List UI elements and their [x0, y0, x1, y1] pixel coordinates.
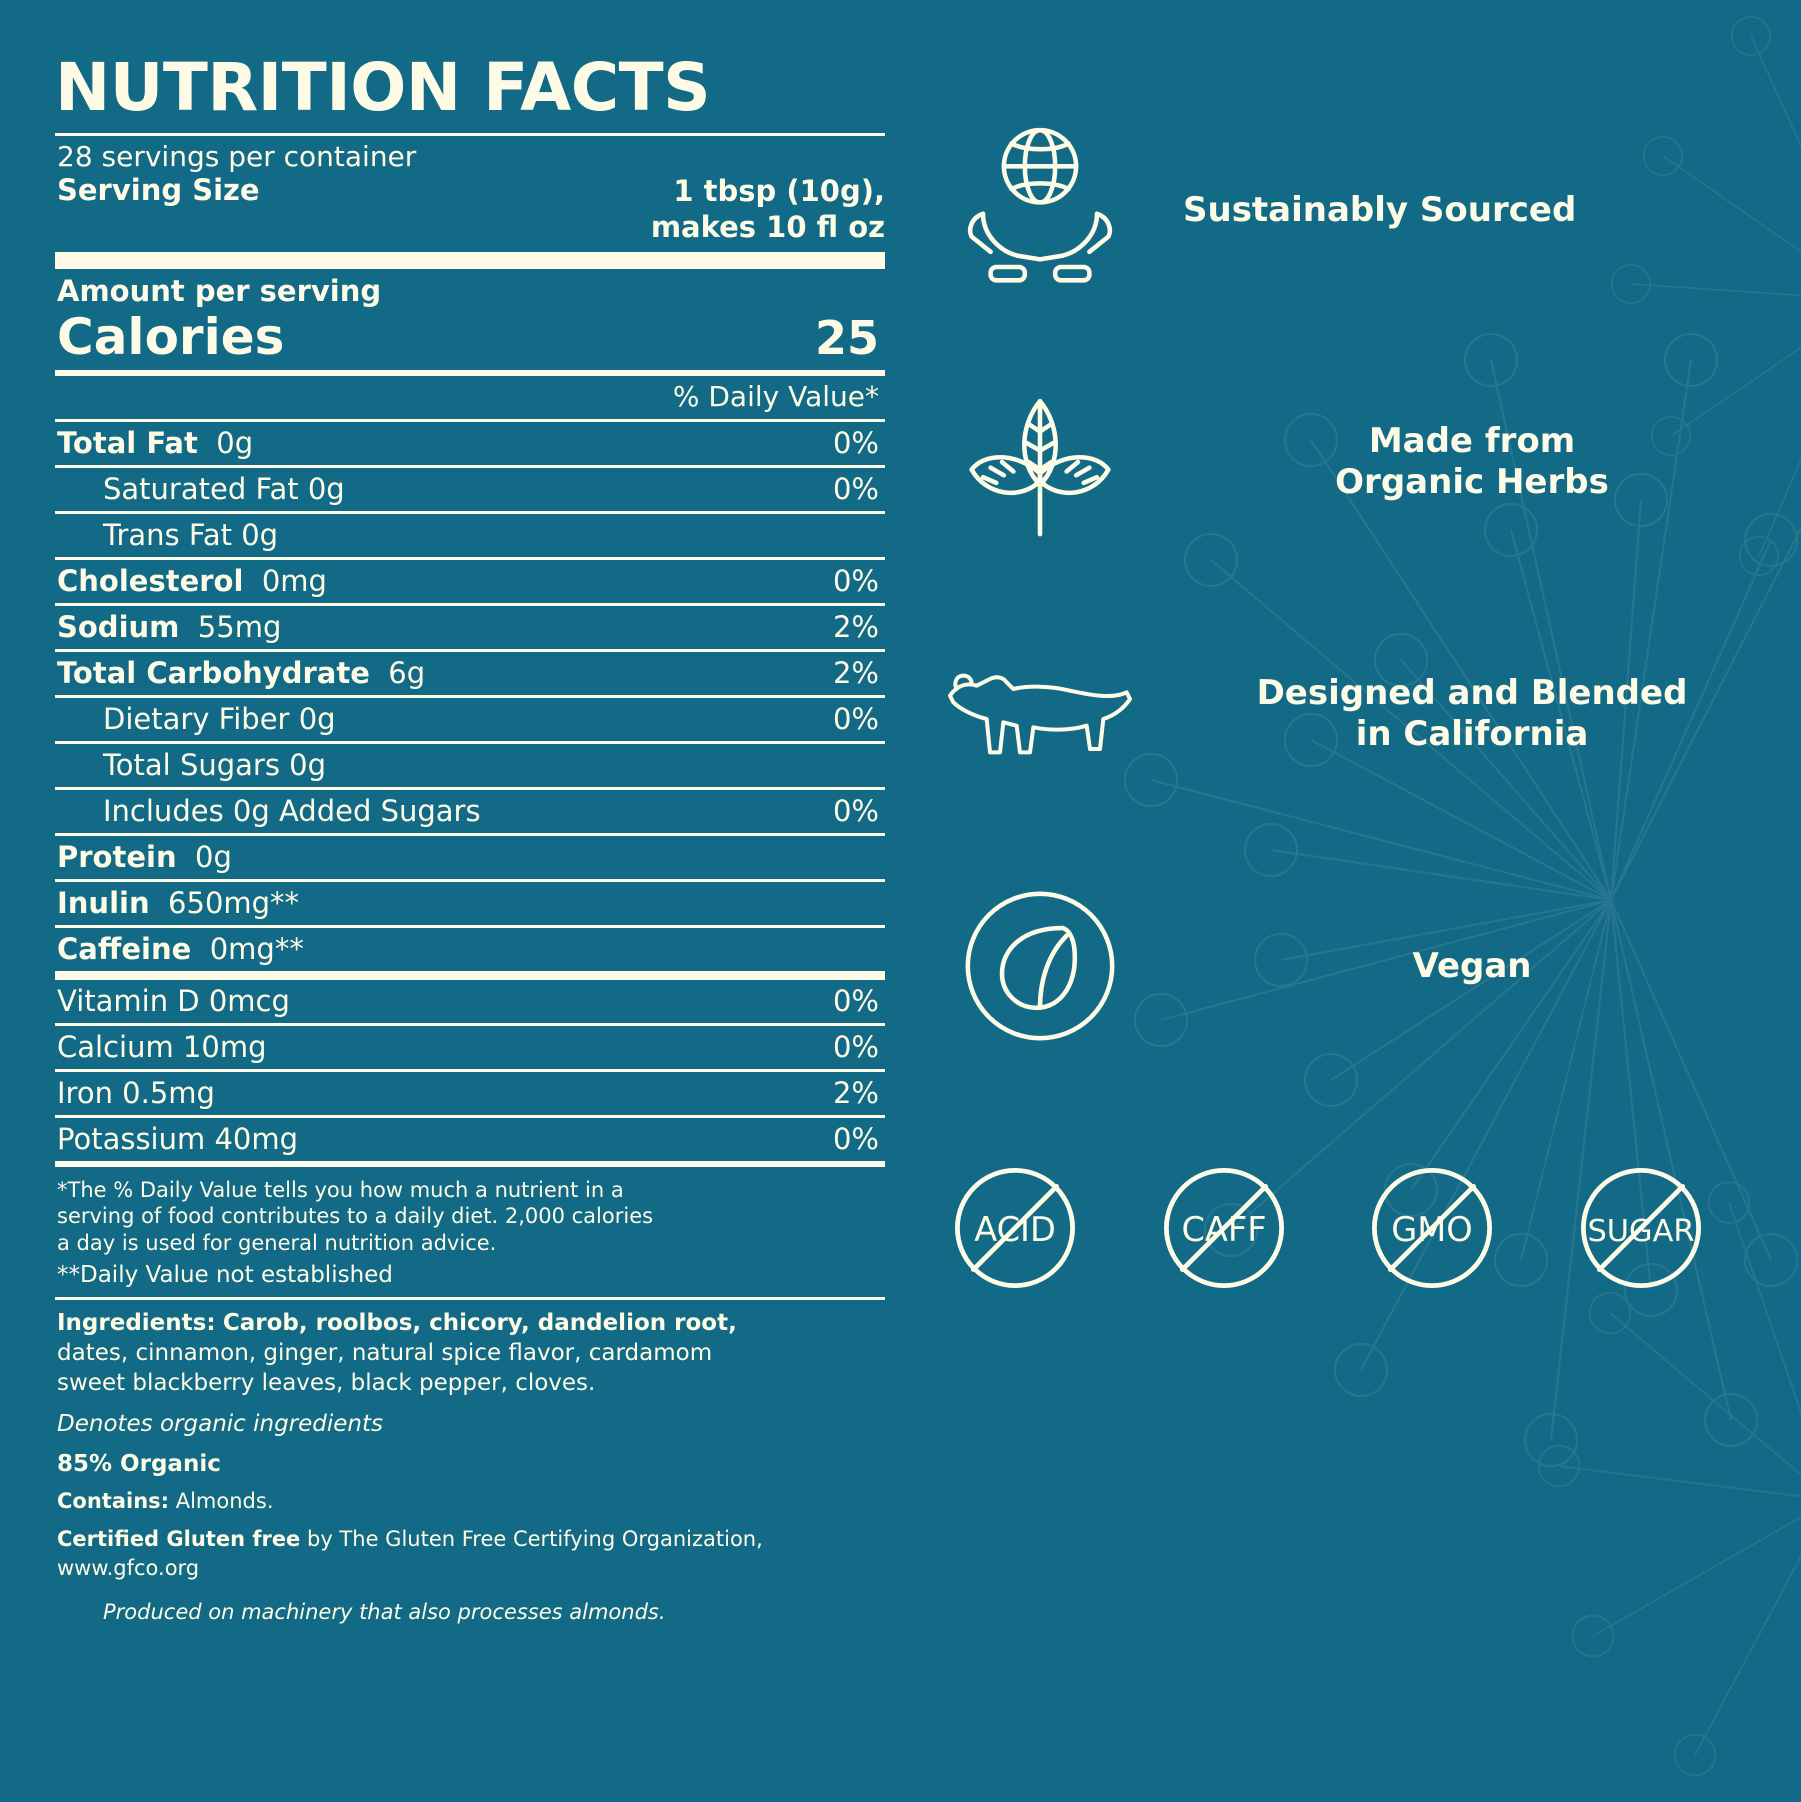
- footnote-line3: a day is used for general nutrition advice.: [57, 1231, 497, 1256]
- nutrient-name: Dietary Fiber 0g: [103, 701, 336, 736]
- hands-holding-globe-icon: [915, 110, 1165, 310]
- page-title: NUTRITION FACTS: [55, 49, 711, 126]
- nutrient-name: Cholesterol 0mg: [57, 563, 327, 598]
- nutrient-name: Total Carbohydrate 6g: [57, 655, 426, 690]
- footnote-line1: *The % Daily Value tells you how much a nutrient in a: [57, 1177, 624, 1202]
- badge-vegan: [915, 866, 1761, 1066]
- gluten-free-label: Certified Gluten free: [57, 1527, 301, 1552]
- divider-thick: [55, 252, 885, 269]
- nutrient-name: Saturated Fat 0g: [103, 471, 345, 506]
- daily-value-footnote: [55, 1167, 885, 1297]
- calories-value: 25: [814, 310, 879, 365]
- no-acid-icon: [935, 1148, 1095, 1308]
- no-acid-text: ACID: [974, 1209, 1056, 1249]
- nutrient-name: Total Fat 0g: [57, 425, 254, 460]
- nutrient-row: [55, 882, 885, 925]
- no-caffeine-icon: [1144, 1148, 1304, 1308]
- california-bear-icon: [915, 614, 1165, 814]
- nutrient-row: [55, 422, 885, 465]
- micronutrient-daily-value: 0%: [832, 1029, 879, 1064]
- footnote-line2: serving of food contributes to a daily diet. 2,000 calories: [57, 1204, 654, 1229]
- serving-size-value: [651, 173, 885, 246]
- no-sugar-text: SUGAR: [1587, 1213, 1695, 1249]
- free-from-badges: [915, 1118, 1761, 1308]
- badge-organic-herbs: [915, 362, 1761, 562]
- serving-size-value-line1: 1 tbsp (10g),: [673, 174, 885, 208]
- ingredients-block: [55, 1300, 885, 1439]
- contains-label: Contains:: [57, 1489, 170, 1513]
- nutrient-daily-value: 0%: [832, 793, 879, 828]
- nutrient-row: [55, 468, 885, 511]
- nutrient-rows: [55, 422, 885, 974]
- herb-leaves-icon: [915, 362, 1165, 562]
- micronutrient-name: Iron 0.5mg: [57, 1075, 215, 1110]
- nutrient-row: [55, 560, 885, 603]
- contains-line: [55, 1477, 885, 1515]
- nutrient-row: [55, 836, 885, 879]
- nutrient-name: Total Sugars 0g: [103, 747, 327, 782]
- ingredients-line2: dates, cinnamon, ginger, natural spice flavor, cardamom: [57, 1339, 713, 1366]
- badge-label-line2: Organic Herbs: [1335, 462, 1609, 502]
- micronutrient-rows: [55, 980, 885, 1161]
- nutrient-row: [55, 790, 885, 833]
- badge-designed-in-california: [915, 614, 1761, 814]
- micronutrient-daily-value: 0%: [832, 1121, 879, 1156]
- badge-label: [1165, 673, 1761, 755]
- organic-percent: 85% Organic: [57, 1451, 221, 1477]
- amount-per-serving-label: Amount per serving: [57, 273, 382, 308]
- nutrient-daily-value: 2%: [832, 609, 879, 644]
- nutrient-row: [55, 606, 885, 649]
- nutrient-name: Sodium 55mg: [57, 609, 282, 644]
- nutrient-daily-value: 0%: [832, 471, 879, 506]
- no-gmo-icon: [1352, 1148, 1512, 1308]
- nutrient-name: Caffeine 0mg**: [57, 931, 304, 966]
- gluten-free-url[interactable]: www.gfco.org: [57, 1555, 200, 1580]
- nutrient-row: [55, 744, 885, 787]
- calories-row: [55, 308, 885, 370]
- micronutrient-row: [55, 1072, 885, 1115]
- serving-size-row: [55, 173, 885, 252]
- organic-denote-note: Denotes organic ingredients: [57, 1410, 384, 1437]
- nutrient-name: Trans Fat 0g: [103, 517, 279, 552]
- micronutrient-name: Vitamin D 0mcg: [57, 983, 290, 1018]
- servings-per-container: 28 servings per container: [57, 140, 417, 173]
- micronutrient-daily-value: 0%: [832, 983, 879, 1018]
- badge-label-line2: in California: [1355, 714, 1589, 754]
- leaf-circle-vegan-icon: [915, 866, 1165, 1066]
- ingredients-line1: [57, 1308, 881, 1338]
- nutrition-facts-panel: [55, 49, 885, 1625]
- ingredients-line3: sweet blackberry leaves, black pepper, cloves.: [57, 1370, 596, 1397]
- ingredients-label: Ingredients:: [57, 1309, 216, 1336]
- badge-sustainably-sourced: [915, 110, 1761, 310]
- badge-column: [885, 55, 1761, 1624]
- gluten-free-rest: by The Gluten Free Certifying Organization,: [307, 1527, 763, 1552]
- badge-label-line1: Designed and Blended: [1256, 673, 1688, 714]
- badge-label: [1165, 421, 1761, 503]
- nutrient-name: Inulin 650mg**: [57, 885, 300, 920]
- nutrient-name: Includes 0g Added Sugars: [103, 793, 481, 828]
- nutrient-daily-value: 2%: [832, 655, 879, 690]
- micronutrient-row: [55, 1118, 885, 1161]
- no-sugar-icon: [1561, 1148, 1721, 1308]
- daily-value-header: % Daily Value*: [672, 379, 879, 413]
- nutrient-daily-value: 0%: [832, 563, 879, 598]
- micronutrient-name: Calcium 10mg: [57, 1029, 267, 1064]
- nutrient-row: [55, 928, 885, 971]
- gluten-free-line: [55, 1515, 885, 1582]
- nutrient-daily-value: 0%: [832, 701, 879, 736]
- nutrient-row: [55, 698, 885, 741]
- serving-size-label: Serving Size: [57, 173, 260, 207]
- footnote-line4: **Daily Value not established: [57, 1262, 393, 1289]
- nutrient-name: Protein 0g: [57, 839, 232, 874]
- no-gmo-text: GMO: [1391, 1209, 1474, 1249]
- micronutrient-name: Potassium 40mg: [57, 1121, 299, 1156]
- serving-size-value-line2: makes 10 fl oz: [650, 210, 885, 245]
- badge-label: Vegan: [1412, 945, 1532, 986]
- nutrient-daily-value: 0%: [832, 425, 879, 460]
- contains-value: Almonds.: [175, 1489, 274, 1513]
- micronutrient-row: [55, 980, 885, 1023]
- badge-label-line1: Made from: [1368, 421, 1576, 462]
- micronutrient-daily-value: 2%: [832, 1075, 879, 1110]
- no-caffeine-text: CAFF: [1181, 1209, 1267, 1249]
- produced-on-machinery-note: Produced on machinery that also processes almonds.: [103, 1600, 666, 1625]
- ingredients-bold-part: Carob, roolbos, chicory, dandelion root,: [222, 1309, 737, 1336]
- badge-label: Sustainably Sourced: [1183, 189, 1577, 230]
- calories-label: Calories: [57, 307, 285, 366]
- nutrient-row: [55, 652, 885, 695]
- micronutrient-row: [55, 1026, 885, 1069]
- nutrient-row: [55, 514, 885, 557]
